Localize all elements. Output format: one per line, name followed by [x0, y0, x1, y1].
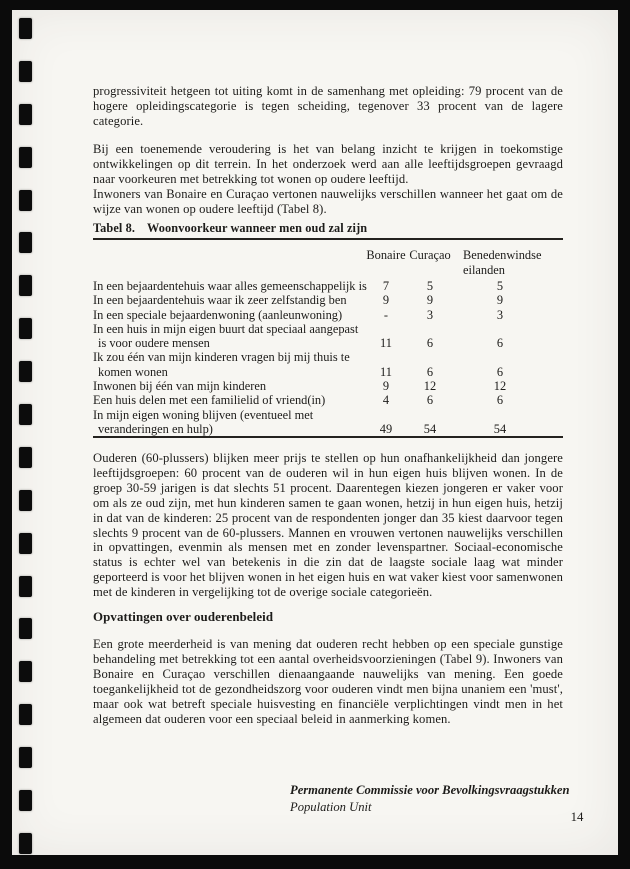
binding-hole	[19, 533, 32, 554]
binding-hole	[19, 361, 32, 382]
paragraph-text: progressiviteit hetgeen tot uiting komt in de samenhang met opleiding: 79 procent van de hogere opleidingscategorie is tegen scheiding, tegenover 33 procent van de lagere categorie.	[93, 84, 563, 128]
paragraph-meerderheid	[93, 637, 563, 727]
cell-benedenwindse: 6	[496, 364, 504, 379]
cell-bonaire: 7	[382, 279, 390, 293]
table-label: Tabel 8.	[93, 221, 136, 235]
table-body	[93, 279, 563, 436]
binding-hole	[19, 490, 32, 511]
row-label-continued: is voor oudere mensen	[98, 336, 210, 351]
table-row	[93, 350, 563, 379]
cell-bonaire: -	[383, 307, 389, 322]
binding-hole	[19, 661, 32, 682]
footer-unit: Population Unit	[290, 799, 372, 814]
cell-bonaire: 9	[382, 379, 390, 394]
binding-hole	[19, 576, 32, 597]
page-number: 14	[570, 810, 584, 824]
binding-hole	[19, 318, 32, 339]
cell-curacao: 5	[426, 279, 434, 293]
cell-curacao: 3	[426, 307, 434, 322]
section-heading	[93, 610, 563, 625]
page-footer	[290, 782, 580, 815]
cell-bonaire: 11	[380, 364, 392, 379]
cell-bonaire: 11	[380, 336, 392, 351]
binding-hole	[19, 147, 32, 168]
cell-bonaire: 9	[382, 293, 390, 308]
row-label: In een speciale bejaardenwoning (aanleunwoning)	[93, 307, 343, 322]
row-label: In een bejaardentehuis waar ik zeer zelfstandig ben	[93, 293, 347, 308]
cell-curacao: 6	[426, 336, 434, 351]
footer-organization: Permanente Commissie voor Bevolkingsvraagstukken	[290, 783, 570, 797]
row-label: In mijn eigen woning blijven (eventueel met	[93, 407, 314, 422]
paragraph-text: Bij een toenemende veroudering is het van belang inzicht te krijgen in toekomstige ontwikkelingen op dit terrein. In het onderzoek werd aan alle leeftijdsgroepen gevraagd naar voorkeuren met betrekking tot wonen op oudere leeftijd.	[93, 142, 563, 186]
binding-hole	[19, 275, 32, 296]
column-header-curacao: Curaçao	[409, 248, 451, 262]
cell-benedenwindse: 5	[496, 279, 504, 293]
table-top-rule	[93, 238, 563, 240]
table-row	[93, 408, 563, 437]
binding-hole	[19, 618, 32, 639]
row-label-continued: komen wonen	[98, 364, 168, 379]
table-title: Woonvoorkeur wanneer men oud zal zijn	[147, 221, 368, 235]
cell-bonaire: 4	[382, 393, 390, 408]
table-row	[93, 293, 563, 307]
binding-hole	[19, 18, 32, 39]
row-label-continued: veranderingen en hulp)	[98, 421, 213, 436]
paragraph-ouderen	[93, 451, 563, 600]
table-row	[93, 322, 563, 351]
cell-curacao: 6	[426, 364, 434, 379]
row-label: In een huis in mijn eigen buurt dat speciaal aangepast	[93, 321, 359, 336]
binding-hole	[19, 104, 32, 125]
cell-benedenwindse: 12	[493, 379, 507, 394]
binding-hole	[19, 790, 32, 811]
cell-curacao: 54	[423, 421, 437, 436]
cell-benedenwindse: 54	[493, 421, 507, 436]
table-row	[93, 379, 563, 393]
cell-curacao: 6	[426, 393, 434, 408]
table-row	[93, 393, 563, 407]
paragraph-veroudering	[93, 142, 563, 217]
binding-hole	[19, 190, 32, 211]
row-label: In een bejaardentehuis waar alles gemeenschappelijk is	[93, 279, 367, 293]
table-caption	[93, 221, 563, 236]
heading-text: Opvattingen over ouderenbeleid	[93, 610, 274, 624]
row-label: Ik zou één van mijn kinderen vragen bij mij thuis te	[93, 350, 350, 365]
cell-curacao: 9	[426, 293, 434, 308]
row-label: Inwonen bij één van mijn kinderen	[93, 379, 267, 394]
cell-benedenwindse: 6	[496, 336, 504, 351]
column-header-bonaire: Bonaire	[366, 248, 406, 262]
document-page	[12, 10, 618, 855]
cell-curacao: 12	[423, 379, 437, 394]
paragraph-text: Een grote meerderheid is van mening dat ouderen recht hebben op een speciale gunstige behandeling met betrekking tot een aantal overheidsvoorzieningen (Tabel 9). Inwoners van Bonaire en Curaçao verschillen dienaangaande nauwelijks van mening. Een goede toegankelijkheid tot de gezondheidszorg voor ouderen vindt men bijna unaniem een 'must', maar ook wat betreft speciale huisvesting en financiële verplichtingen vindt men in het algemeen dat ouderen voor een speciaal beleid in aanmerking komen.	[93, 637, 563, 726]
table-row	[93, 308, 563, 322]
cell-benedenwindse: 3	[496, 307, 504, 322]
row-label: Een huis delen met een familielid of vriend(in)	[93, 393, 326, 408]
binding-hole	[19, 747, 32, 768]
cell-benedenwindse: 6	[496, 393, 504, 408]
binding-hole	[19, 833, 32, 854]
cell-bonaire: 49	[379, 421, 393, 436]
table-bottom-rule	[93, 436, 563, 438]
cell-benedenwindse: 9	[496, 293, 504, 308]
paragraph-text: Ouderen (60-plussers) blijken meer prijs te stellen op hun onafhankelijkheid dan jongere leeftijdsgroepen: 60 procent van de ouderen wil in hun eigen huis blijven wonen. In de groep 30-59 jarigen is dat slechts 51 procent. Daarentegen kiezen jongeren er vaker voor om als ze oud zijn, met hun kinderen samen te gaan wonen, hetzij in hun eigen huis, hetzij in dat van de kinderen: 25 procent van de respondenten jonger dan 35 kiest daarvoor tegen slechts 9 procent van de 60-plussers. Mannen en vrouwen vertonen nauwelijks verschillen in opvattingen, evenmin als mensen met en zonder levenspartner. Sociaal-economische status is echter wel van betekenis in die zin dat de laagste sociale laag wat minder geporteerd is voor het blijven wonen in het eigen huis en wat vaker kiest voor samenwonen met de kinderen in vergelijking tot de overige sociale categorieën.	[93, 451, 563, 600]
binding-hole	[19, 704, 32, 725]
binding-hole	[19, 232, 32, 253]
binding-hole	[19, 404, 32, 425]
binding-hole	[19, 447, 32, 468]
paragraph-text: Inwoners van Bonaire en Curaçao vertonen nauwelijks verschillen wanneer het gaat om de wijze van wonen op oudere leeftijd (Tabel 8).	[93, 187, 563, 216]
binding-hole	[19, 61, 32, 82]
table-row	[93, 279, 563, 293]
binding-holes-strip	[19, 18, 32, 854]
column-header-benedenwindse: Benedenwindse eilanden	[463, 248, 542, 277]
paragraph-progressiviteit	[93, 84, 563, 129]
